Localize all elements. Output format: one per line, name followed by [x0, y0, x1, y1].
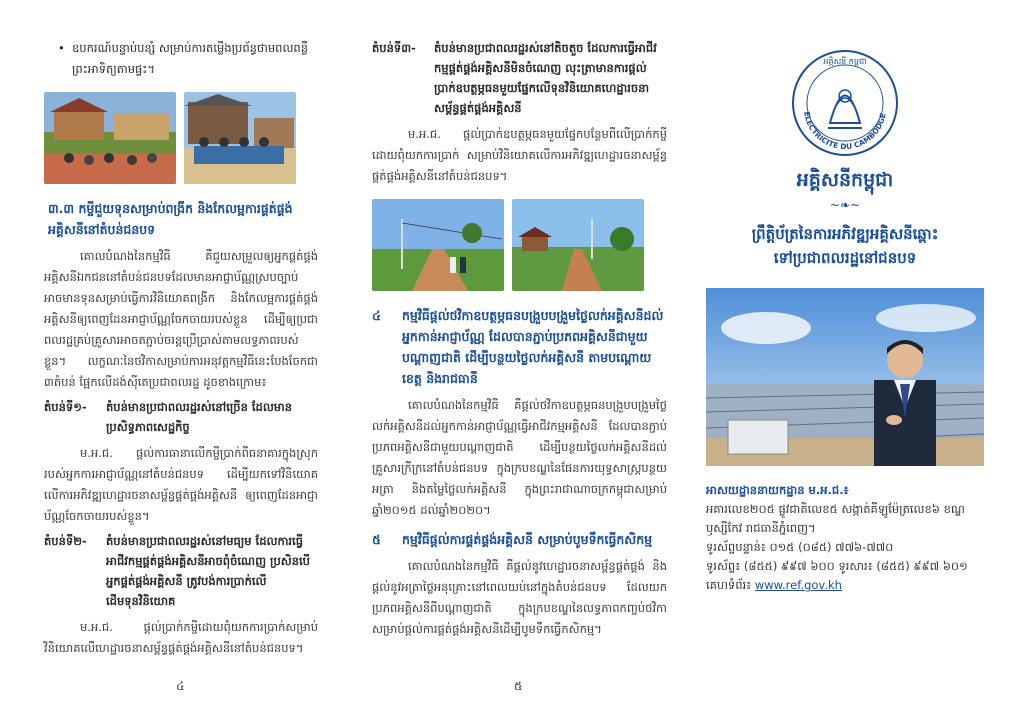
title-line-1: ព្រឹត្តិប័ត្រនៃការអភិវឌ្ឍអគ្គិសនីឆ្ពោះ	[751, 225, 939, 243]
section-heading	[44, 198, 318, 240]
address-heading: អាសយដ្ឋាននាយកដ្ឋាន ម.អ.ជ.៖	[706, 483, 849, 497]
section-4-heading	[372, 305, 667, 389]
zone-3	[372, 38, 667, 118]
intro-paragraph: គោលបំណងនៃកម្មវិធី គឺជួយសម្រួលឲ្យអ្នកផ្គត់ផ្គង់អគ្គិសនីឯកជននៅតំបន់ជនបទដែលមានអាជ្ញាប័ណ្ណស្របច្បាប់ អាចមានទុនសម្រាប់ធ្វើការវិនិយោគពង្រីក និងកែលម្អការផ្គត់ផ្គង់អគ្គិសនីឲ្យពេញដែនអាជ្ញាប័ណ្ណចែកចាយរបស់ខ្លួន ដើម្បីឲ្យប្រជាពលរដ្ឋគ្រប់គ្រួសារអាចតភ្ជាប់ចរន្តប្រើប្រាស់តាមលទ្ធភាពរបស់ខ្លួន។ លក្ខណៈនៃថវិកាសម្រាប់ការអនុវត្តកម្មវិធីនេះបែងចែកជា ៣តំបន់ ផ្អែកលើដង់ស៊ីតេប្រជាពលរដ្ឋ ដូចខាងក្រោម៖	[44, 249, 318, 389]
page-number: ៤	[176, 679, 185, 693]
section-4-body: គោលបំណងនៃកម្មវិធី គឺផ្តល់ថវិកាឧបត្ថម្ភធនបង្រួបបង្រួមថ្លៃលក់អគ្គិសនីដល់អ្នកកាន់អាជ្ញាប័ណ្ណធ្វើអាជីវកម្មអគ្គិសនី ដែលបានភ្ជាប់ប្រភពអគ្គិសនីជាមួយបណ្តាញជាតិ ដើម្បីបន្ថយថ្លៃលក់អគ្គិសនីដល់គ្រួសារក្រីក្រនៅតំបន់ជនបទ ក្នុងក្របខណ្ឌនៃផែនការយុទ្ធសាស្រ្តបន្ថយអត្រា និងតម្លៃថ្លៃលក់អគ្គិសនី ក្នុងព្រះរាជាណាចក្រកម្ពុជាសម្រាប់ឆ្នាំ២០១៥ ដល់ឆ្នាំ២០២០។	[372, 398, 667, 517]
photo-row	[44, 92, 318, 184]
zone-1-title: តំបន់មានប្រជាពលរដ្ឋរស់នៅច្រើន ដែលមានប្រសិទ្ធភាពសេដ្ឋកិច្ច	[106, 400, 293, 434]
tel-fax: ទូរស័ព្ទ៖ (៨៥៥) ៩៩៧ ៦០០ ទូរសារ៖ (៨៥៥) ៩៩៧ ៦០១	[706, 559, 968, 573]
edc-logo-icon	[790, 48, 900, 158]
photo-row	[372, 199, 667, 291]
edc-logo	[706, 48, 984, 158]
zone-2	[44, 531, 318, 611]
list-item	[44, 38, 318, 80]
logo-ring-text: ELECTRICITE DU CAMBODGE	[802, 110, 888, 152]
title-line-2: ទៅប្រជាពលរដ្ឋនៅជនបទ	[773, 249, 917, 267]
page-number: ៥	[514, 679, 523, 693]
solar-farm-portrait-photo	[706, 288, 984, 466]
section-5-title: កម្មវិធីផ្តល់ការផ្គត់ផ្គង់អគ្គិសនី សម្រាប់បូមទឹកធ្វើកសិកម្ម	[402, 532, 653, 547]
power-line-road-photo	[372, 199, 504, 291]
website-row	[706, 576, 984, 595]
house-group-photo	[184, 92, 296, 184]
panel-page-4	[0, 0, 340, 724]
brochure-title	[706, 222, 984, 270]
zone-1-label: តំបន់ទី១-	[44, 400, 87, 414]
brand-name: អគ្គិសនីកម្ពុជា	[796, 169, 894, 191]
zone-3-body: ម.អ.ជ. ផ្តល់ប្រាក់ឧបត្ថម្ភធនមួយផ្នែកបន្ថែមពីលើប្រាក់កម្ចីដោយពុំយកការប្រាក់ សម្រាប់វិនិយោគលើការអភិវឌ្ឍហេដ្ឋារចនាសម្ព័ន្ធផ្គត់ផ្គង់អគ្គិសនីនៅតំបន់ជនបទ។	[372, 127, 667, 183]
zone-1	[44, 397, 318, 437]
bullet-text: ឧបករណ៍បន្ទាប់បន្សំ សម្រាប់ការតម្លើងប្រព័ន្ធថាមពលពន្លឺព្រះអាទិត្យតាមផ្ទះ។	[72, 41, 309, 76]
panel-page-5	[350, 0, 685, 724]
village-meeting-photo	[44, 92, 176, 184]
cover-panel	[690, 0, 1024, 724]
website-link[interactable]: www.ref.gov.kh	[754, 578, 842, 592]
zone-2-title: តំបន់មានប្រជាពលរដ្ឋរស់នៅមធ្យម ដែលការធ្វើអាជីវកម្មផ្គត់ផ្គង់អគ្គិសនីអាចពុំចំណេញ ប្រសិនបើអ្នកផ្គត់ផ្គង់អគ្គិសនី ត្រូវបង់ការប្រាក់លើដើមទុនវិនិយោគ	[106, 534, 310, 608]
section-5-body: គោលបំណងនៃកម្មវិធី គឺផ្តល់នូវហេដ្ឋារចនាសម្ព័ន្ធផ្គត់ផ្គង់ និងផ្តល់នូវអត្រាថ្លៃអនុគ្រោះនៅពេលយប់នៅក្នុងតំបន់ជនបទ ដែលយកប្រភពអគ្គិសនីពីបណ្តាញជាតិ ក្នុងក្របខណ្ឌនៃលទ្ធភាពកញ្ចប់ថវិកា សម្រាប់ផ្តល់ការផ្គត់ផ្គង់អគ្គិសនីដើម្បីបូមទឹកធ្វើកសិកម្ម។	[372, 559, 667, 636]
zone-2-body: ម.អ.ជ. ផ្តល់ប្រាក់កម្ចីដោយពុំយកការប្រាក់សម្រាប់វិនិយោគលើហេដ្ឋារចនាសម្ព័ន្ធផ្គត់ផ្គង់អគ្គិសនីនៅតំបន់ជនបទ។	[44, 620, 318, 655]
hotline-phone: ទូរស័ព្ទបន្ទាន់៖ ០១៥ (០៨៥) ៧៧៦-៧៧០	[706, 540, 894, 554]
address-line: អគារលេខ២០៥ ផ្លូវជាតិលេខ៥ សង្កាត់គីឡូម៉ែត្រលេខ៦ ខណ្ឌឫស្សីកែវ រាជធានីភ្នំពេញ។	[706, 502, 965, 535]
zone-3-title: តំបន់មានប្រជាពលរដ្ឋរស់នៅតិចតួច ដែលការធ្វើអាជីវកម្មផ្គត់ផ្គង់អគ្គិសនីមិនចំណេញ លុះត្រាមានការផ្តល់ប្រាក់ឧបត្ថម្ភធនមួយផ្នែកលើទុនវិនិយោគហេដ្ឋារចនាសម្ព័ន្ធផ្គត់ផ្គង់អគ្គិសនី	[434, 41, 657, 115]
section-4-title: កម្មវិធីផ្តល់ថវិកាឧបត្ថម្ភធនបង្រួបបង្រួមថ្លៃលក់អគ្គិសនីដល់អ្នកកាន់អាជ្ញាប័ណ្ណ ដែលបានភ្ជាប់ប្រភពអគ្គិសនីជាមួយបណ្តាញជាតិ ដើម្បីបន្ថយថ្លៃលក់អគ្គិសនី តាមបណ្តោយខេត្ត និងរាជធានី	[402, 308, 664, 386]
bullet-icon: •	[58, 41, 65, 55]
zone-3-label: តំបន់ទី៣-	[372, 41, 416, 55]
section-4-number: ៤	[372, 308, 381, 323]
section-title: ៣.៣ កម្ចីជួយទុនសម្រាប់ពង្រីក និងកែលម្អការផ្គត់ផ្គង់អគ្គិសនីនៅតំបន់ជនបទ	[48, 201, 293, 237]
flourish-ornament: ~❧~	[829, 198, 861, 212]
rural-road-photo	[512, 199, 644, 291]
logo-top-text: អគ្គិសនី កម្ពុជា	[823, 57, 867, 66]
website-label: គេហទំព័រ៖	[706, 578, 752, 592]
section-5-number: ៥	[372, 532, 381, 547]
zone-2-label: តំបន់ទី២-	[44, 534, 87, 548]
section-5-heading	[372, 529, 667, 550]
zone-1-body: ម.អ.ជ. ផ្តល់ការធានាលើកម្ចីប្រាក់ពីធនាគារក្នុងស្រុករបស់អ្នកការអាជ្ញាប័ណ្ណនៅតំបន់ជនបទ ដើម្បីយកទៅវិនិយោគលើការអភិវឌ្ឍហេដ្ឋារចនាសម្ព័ន្ធផ្គត់ផ្គង់អគ្គិសនី ឲ្យពេញដែនអាជ្ញាប័ណ្ណចែកចាយរបស់ខ្លួន។	[44, 446, 318, 523]
